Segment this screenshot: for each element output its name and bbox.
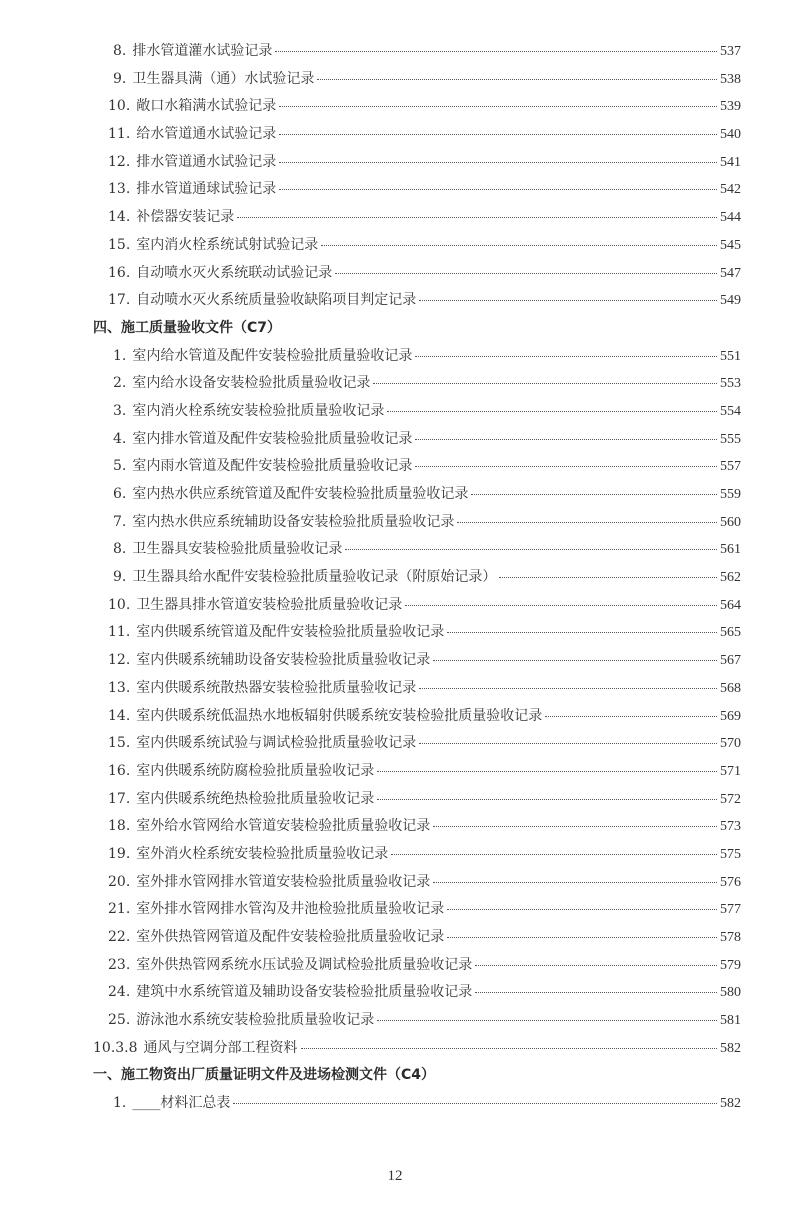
dot-leader: [415, 439, 717, 440]
toc-entry-number: 8.: [113, 43, 127, 59]
dot-leader: [475, 965, 717, 966]
toc-entry-title: 室外排水管网排水管道安装检验批质量验收记录: [136, 873, 431, 890]
dot-leader: [377, 799, 717, 800]
toc-entry[interactable]: [93, 483, 741, 511]
dot-leader: [279, 106, 717, 107]
toc-entry-number: 23.: [108, 956, 131, 973]
toc-entry-number: 5.: [113, 458, 127, 475]
toc-entry-number: 16.: [108, 762, 131, 779]
toc-entry-title: 室内给水设备安装检验批质量验收记录: [132, 375, 371, 392]
toc-entry-page: 554: [720, 403, 741, 419]
dot-leader: [275, 51, 717, 52]
dot-leader: [499, 577, 717, 578]
toc-entry-number: 16.: [108, 264, 131, 281]
toc-entry-title: 室外排水管网排水管沟及井池检验批质量验收记录: [136, 901, 445, 918]
dot-leader: [415, 466, 717, 467]
toc-entry-page: 572: [720, 791, 741, 807]
toc-entry-title: 室外供热管网管道及配件安装检验批质量验收记录: [136, 929, 445, 945]
toc-entry-title: 室内供暖系统绝热检验批质量验收记录: [136, 790, 375, 807]
toc-entry-page: 569: [720, 708, 741, 724]
toc-entry[interactable]: [93, 649, 741, 677]
toc-entry-number: 21.: [108, 901, 131, 918]
dot-leader: [377, 1020, 717, 1021]
dot-leader: [419, 300, 717, 301]
dot-leader: [471, 494, 717, 495]
toc-entry-number: 3.: [113, 402, 127, 419]
toc-entry[interactable]: [93, 538, 741, 566]
dot-leader: [279, 162, 717, 163]
toc-entry-title: 排水管道灌水试验记录: [132, 43, 273, 59]
toc-entry-number: 14.: [108, 209, 131, 226]
toc-entry-page: 551: [720, 348, 741, 364]
toc-entry[interactable]: [93, 1037, 741, 1065]
toc-entry[interactable]: [93, 566, 741, 594]
toc-entry-number: 10.: [108, 98, 131, 115]
toc-entry-title: 室内消火栓系统试射试验记录: [136, 236, 319, 253]
toc-entry-title: 建筑中水系统管道及辅助设备安装检验批质量验收记录: [136, 984, 473, 1001]
toc-entry-number: 15.: [108, 735, 131, 752]
toc-entry[interactable]: [93, 621, 741, 649]
dot-leader: [373, 383, 717, 384]
toc-entry-number: 20.: [108, 873, 131, 890]
dot-leader: [433, 660, 717, 661]
toc-section-heading: [93, 317, 741, 345]
toc-entry-title: 室内雨水管道及配件安装检验批质量验收记录: [132, 458, 413, 475]
toc-entry-number: 7.: [113, 513, 127, 530]
toc-entry-page: 582: [720, 1096, 741, 1112]
toc-entry-number: 17.: [108, 790, 131, 807]
toc-entry-page: 540: [720, 127, 741, 143]
toc-entry-page: 565: [720, 625, 741, 641]
toc-entry-title: 卫生器具给水配件安装检验批质量验收记录（附原始记录）: [132, 569, 497, 586]
toc-entry-page: 582: [720, 1040, 741, 1056]
toc-entry-page: 577: [720, 902, 741, 918]
dot-leader: [447, 909, 717, 910]
dot-leader: [301, 1048, 717, 1049]
toc-entry-title: 室外消火栓系统安装检验批质量验收记录: [136, 845, 389, 862]
toc-entry[interactable]: [93, 455, 741, 483]
toc-entry[interactable]: [93, 206, 741, 234]
toc-entry[interactable]: [93, 178, 741, 206]
dot-leader: [391, 854, 717, 855]
toc-entry-page: 579: [720, 957, 741, 973]
toc-entry-page: 578: [720, 930, 741, 945]
toc-entry[interactable]: [93, 95, 741, 123]
toc-entry[interactable]: [93, 760, 741, 788]
toc-entry-page: 547: [720, 265, 741, 281]
toc-entry-title: 一、施工物资出厂质量证明文件及进场检测文件（C4）: [93, 1067, 436, 1084]
toc-entry[interactable]: [93, 594, 741, 622]
toc-entry-page: 545: [720, 237, 741, 253]
toc-entry-page: 560: [720, 514, 741, 530]
toc-entry-title: 自动喷水灭火系统联动试验记录: [136, 264, 333, 281]
toc-entry-page: 549: [720, 293, 741, 309]
toc-entry-title: 室内热水供应系统管道及配件安装检验批质量验收记录: [132, 486, 469, 502]
toc-entry-title: 室内排水管道及配件安装检验批质量验收记录: [132, 430, 413, 447]
dot-leader: [419, 743, 717, 744]
toc-entry-number: 13.: [108, 181, 131, 198]
toc-entry-title: 室外供热管网系统水压试验及调试检验批质量验收记录: [136, 956, 473, 973]
toc-entry-number: 11.: [108, 126, 131, 143]
dot-leader: [335, 273, 717, 274]
dot-leader: [545, 716, 717, 717]
toc-entry-number: 2.: [113, 375, 127, 392]
toc-entry[interactable]: [93, 843, 741, 871]
toc-entry-number: 25.: [108, 1012, 131, 1029]
toc-entry-page: 568: [720, 680, 741, 696]
toc-entry-page: 542: [720, 182, 741, 198]
toc-entry-page: 559: [720, 487, 741, 502]
toc-entry-number: 22.: [108, 929, 131, 945]
toc-entry-number: 9.: [113, 569, 127, 586]
toc-entry-title: 室内供暖系统试验与调试检验批质量验收记录: [136, 735, 417, 752]
toc-entry-title: 室内消火栓系统安装检验批质量验收记录: [132, 402, 385, 419]
toc-entry[interactable]: [93, 705, 741, 733]
toc-entry-title: 自动喷水灭火系统质量验收缺陷项目判定记录: [136, 292, 417, 309]
table-of-contents: [93, 40, 741, 1120]
toc-entry[interactable]: [93, 151, 741, 179]
toc-entry[interactable]: [93, 511, 741, 539]
toc-entry-number: 10.: [108, 596, 131, 613]
toc-entry-number: 13.: [108, 679, 131, 696]
toc-entry-title: 室内热水供应系统辅助设备安装检验批质量验收记录: [132, 513, 455, 530]
toc-entry-title: 室内供暖系统散热器安装检验批质量验收记录: [136, 679, 417, 696]
toc-entry[interactable]: [93, 898, 741, 926]
toc-entry[interactable]: [93, 345, 741, 373]
toc-entry[interactable]: [93, 123, 741, 151]
dot-leader: [321, 245, 717, 246]
dot-leader: [447, 632, 717, 633]
dot-leader: [415, 356, 717, 357]
toc-entry-page: 539: [720, 99, 741, 115]
toc-entry-title: 给水管道通水试验记录: [136, 126, 277, 143]
toc-entry-number: 8.: [113, 541, 127, 558]
dot-leader: [405, 605, 717, 606]
toc-entry-title: 室内供暖系统辅助设备安装检验批质量验收记录: [136, 652, 431, 669]
toc-entry-page: 573: [720, 819, 741, 835]
toc-entry-page: 538: [720, 71, 741, 87]
toc-entry-number: 17.: [108, 292, 131, 309]
dot-leader: [457, 522, 717, 523]
toc-entry-number: 10.3.8: [93, 1039, 138, 1056]
toc-entry[interactable]: [93, 289, 741, 317]
toc-entry-number: 19.: [108, 845, 131, 862]
toc-entry-number: 6.: [113, 486, 127, 502]
toc-entry-page: 561: [720, 542, 741, 558]
toc-entry-title: 室外给水管网给水管道安装检验批质量验收记录: [136, 818, 431, 835]
dot-leader: [475, 992, 717, 993]
toc-entry[interactable]: [93, 400, 741, 428]
toc-entry-title: 卫生器具安装检验批质量验收记录: [132, 541, 343, 558]
dot-leader: [387, 411, 717, 412]
toc-entry[interactable]: [93, 1092, 741, 1120]
dot-leader: [317, 79, 717, 80]
toc-entry-title: 室内供暖系统防腐检验批质量验收记录: [136, 762, 375, 779]
toc-entry[interactable]: [93, 871, 741, 899]
toc-entry-number: 9.: [113, 70, 127, 87]
toc-entry-number: 4.: [113, 430, 127, 447]
toc-entry-page: 580: [720, 985, 741, 1001]
dot-leader: [433, 882, 717, 883]
dot-leader: [233, 1103, 717, 1104]
toc-entry[interactable]: [93, 1009, 741, 1037]
toc-entry[interactable]: [93, 428, 741, 456]
page-number: 12: [387, 1168, 403, 1184]
toc-entry-title: ____材料汇总表: [132, 1095, 231, 1112]
toc-entry-page: 575: [720, 846, 741, 862]
toc-entry-page: 537: [720, 44, 741, 59]
toc-entry-title: 卫生器具排水管道安装检验批质量验收记录: [136, 596, 403, 613]
toc-entry-title: 室内供暖系统低温热水地板辐射供暖系统安装检验批质量验收记录: [136, 707, 543, 724]
toc-entry[interactable]: [93, 68, 741, 96]
toc-entry[interactable]: [93, 815, 741, 843]
dot-leader: [447, 937, 717, 938]
toc-entry[interactable]: [93, 262, 741, 290]
toc-entry-number: 1.: [113, 1095, 127, 1112]
toc-entry-number: 15.: [108, 236, 131, 253]
toc-entry-number: 12.: [108, 652, 131, 669]
toc-entry[interactable]: [93, 40, 741, 68]
toc-entry-title: 室内供暖系统管道及配件安装检验批质量验收记录: [136, 624, 445, 641]
toc-entry-page: 571: [720, 763, 741, 779]
toc-entry[interactable]: [93, 234, 741, 262]
toc-entry[interactable]: [93, 677, 741, 705]
toc-entry-page: 555: [720, 431, 741, 447]
toc-entry-number: 1.: [113, 347, 127, 364]
toc-entry-title: 排水管道通水试验记录: [136, 153, 277, 170]
toc-entry-title: 补偿器安装记录: [136, 209, 235, 226]
dot-leader: [345, 549, 717, 550]
toc-entry-title: 通风与空调分部工程资料: [143, 1039, 298, 1056]
toc-entry-page: 570: [720, 736, 741, 752]
dot-leader: [433, 826, 717, 827]
toc-entry[interactable]: [93, 372, 741, 400]
toc-entry-page: 567: [720, 653, 741, 669]
toc-entry-title: 四、施工质量验收文件（C7）: [93, 319, 282, 336]
toc-entry[interactable]: [93, 981, 741, 1009]
toc-entry-title: 排水管道通球试验记录: [136, 181, 277, 198]
toc-entry[interactable]: [93, 954, 741, 982]
toc-entry-title: 敞口水箱满水试验记录: [136, 98, 277, 115]
toc-entry-page: 581: [720, 1013, 741, 1029]
dot-leader: [377, 771, 717, 772]
toc-entry-page: 557: [720, 459, 741, 475]
toc-entry[interactable]: [93, 732, 741, 760]
toc-entry-page: 576: [720, 874, 741, 890]
dot-leader: [237, 217, 717, 218]
toc-entry[interactable]: [93, 788, 741, 816]
toc-entry-page: 553: [720, 376, 741, 392]
dot-leader: [279, 134, 717, 135]
toc-entry-number: 24.: [108, 984, 131, 1001]
toc-entry-title: 游泳池水系统安装检验批质量验收记录: [136, 1012, 375, 1029]
toc-entry-page: 544: [720, 210, 741, 226]
toc-entry-page: 564: [720, 597, 741, 613]
toc-entry-title: 卫生器具满（通）水试验记录: [132, 70, 315, 87]
toc-entry-title: 室内给水管道及配件安装检验批质量验收记录: [132, 347, 413, 364]
toc-entry-number: 18.: [108, 818, 131, 835]
toc-entry-page: 562: [720, 570, 741, 586]
dot-leader: [419, 688, 717, 689]
toc-entry-number: 11.: [108, 624, 131, 641]
toc-entry-number: 14.: [108, 707, 131, 724]
toc-entry[interactable]: [93, 926, 741, 954]
toc-section-heading: [93, 1064, 741, 1092]
toc-entry-number: 12.: [108, 153, 131, 170]
dot-leader: [279, 189, 717, 190]
toc-entry-page: 541: [720, 154, 741, 170]
